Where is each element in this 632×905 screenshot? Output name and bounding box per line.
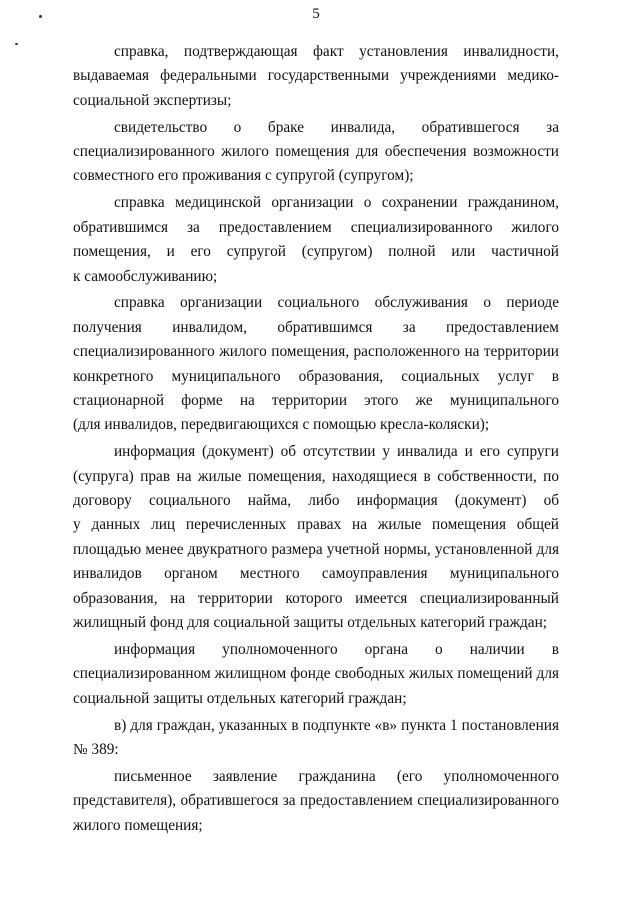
text-line: письменное заявление гражданина (его уполномоченного: [114, 767, 559, 785]
text-line: информация (документ) об отсутствии у инвалида и его супруги: [114, 443, 559, 461]
text-line: информация уполномоченного органа о наличии в: [114, 640, 559, 658]
page-number: 5: [312, 6, 320, 22]
text-line: образования, на территории которого имеется специализированный: [73, 589, 559, 607]
paragraph-pismennoe-zayavlenie: [73, 765, 559, 838]
text-line: жилого помещения;: [73, 816, 203, 834]
text-line: № 389:: [73, 741, 119, 759]
text-line: социальной защиты отдельных категорий граждан;: [73, 689, 407, 707]
text-line: справка медицинской организации о сохранении гражданином,: [114, 194, 559, 212]
text-line: справка организации социального обслуживания о периоде: [114, 294, 559, 312]
text-line: специализированного жилого помещения, расположенного на территории: [73, 343, 559, 361]
paragraph-spravka-invalidnost: [73, 40, 559, 113]
text-line: инвалидов органом местного самоуправления муниципального: [73, 565, 559, 583]
text-line: к самообслуживанию;: [73, 267, 218, 285]
text-line: (для инвалидов, передвигающихся с помощью кресла-коляски);: [73, 416, 490, 434]
text-line: договору социального найма, либо информация (документ) об: [73, 492, 559, 510]
paragraph-punkt-v: [73, 714, 559, 763]
text-line: свидетельство о браке инвалида, обратившегося за: [114, 118, 559, 136]
text-line: конкретного муниципального образования, социальных услуг в: [73, 367, 559, 385]
text-line: специализированного жилого помещения для обеспечения возможности: [73, 143, 559, 161]
text-line: в) для граждан, указанных в подпункте «в» пункта 1 постановления: [114, 716, 559, 734]
paragraph-informaciya-upolnomochennogo: [73, 638, 559, 711]
text-line: у данных лиц перечисленных правах на жилые помещения общей: [73, 516, 559, 534]
paragraph-spravka-soc-obsluzhivaniya: [73, 291, 559, 437]
document-body: [73, 40, 559, 838]
text-line: (супруга) прав на жилые помещения, находящиеся в собственности, по: [73, 467, 559, 485]
text-line: площадью менее двукратного размера учетной нормы, установленной для: [73, 540, 559, 558]
text-line: жилищный фонд для социальной защиты отдельных категорий граждан;: [73, 614, 548, 632]
text-line: получения инвалидом, обратившимся за предоставлением: [73, 318, 559, 336]
text-line: специализированном жилищном фонде свободных жилых помещений для: [73, 665, 559, 683]
text-line: обратившимся за предоставлением специализированного жилого: [73, 218, 559, 236]
scan-speck: [39, 15, 42, 18]
paragraph-svidetelstvo-o-brake: [73, 116, 559, 189]
scan-speck: [15, 43, 18, 45]
text-line: выдаваемая федеральными государственными учреждениями медико-: [73, 67, 559, 85]
text-line: представителя), обратившегося за предоставлением специализированного: [73, 792, 559, 810]
text-line: справка, подтверждающая факт установления инвалидности,: [114, 43, 559, 60]
paragraph-spravka-med-organizacii: [73, 191, 559, 289]
text-line: стационарной форме на территории этого же муниципального: [73, 392, 559, 410]
text-line: совместного его проживания с супругой (супругом);: [73, 167, 414, 185]
paragraph-informaciya-ob-otsutstvii: [73, 440, 559, 635]
text-line: помещения, и его супругой (супругом) полной или частичной: [73, 243, 559, 261]
text-line: социальной экспертизы;: [73, 91, 232, 109]
